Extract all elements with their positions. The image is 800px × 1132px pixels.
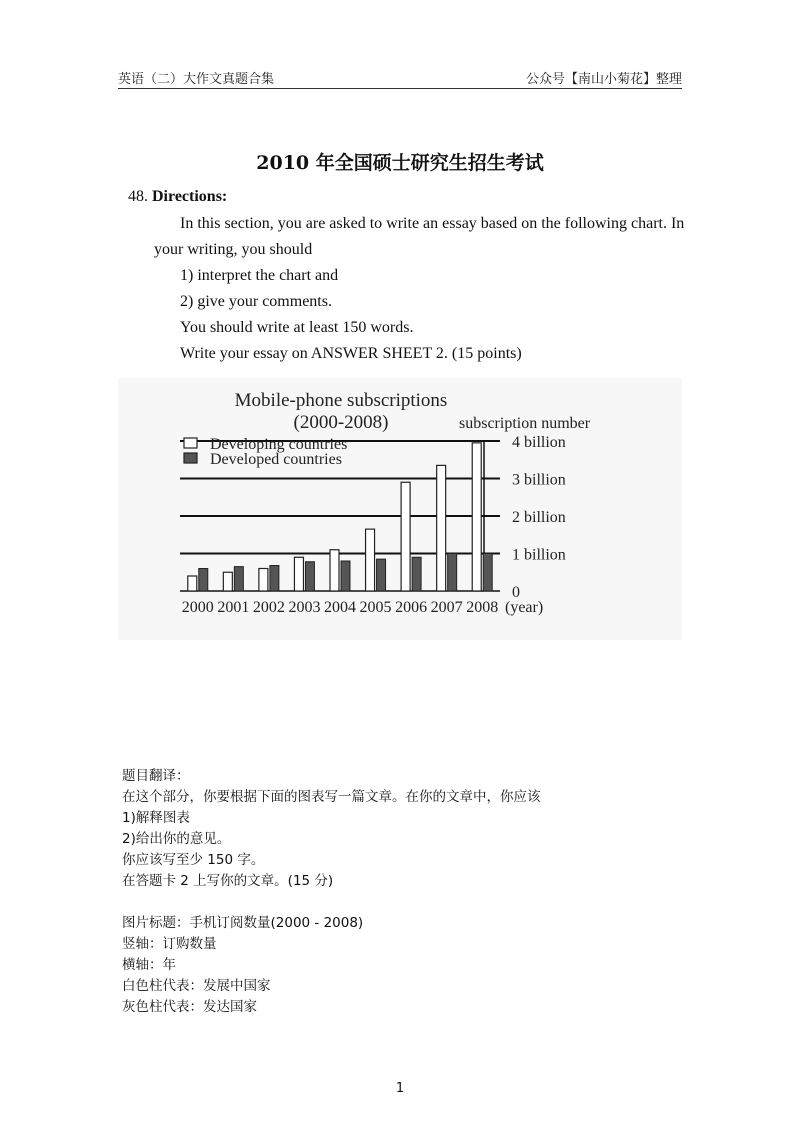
bar-developing bbox=[437, 465, 446, 591]
legend-swatch bbox=[184, 453, 197, 463]
translation-line: 图片标题：手机订阅数量(2000 - 2008) bbox=[122, 915, 364, 931]
translation-line: 你应该写至少 150 字。 bbox=[122, 852, 265, 868]
y-tick-label: 0 bbox=[512, 584, 520, 601]
bar-developed bbox=[448, 554, 457, 592]
chart-subtitle: (2000-2008) bbox=[293, 412, 389, 433]
bar-developing bbox=[294, 557, 303, 591]
x-axis-label: (year) bbox=[505, 599, 544, 616]
x-tick-label: 2000 bbox=[181, 599, 214, 616]
chart-title: Mobile-phone subscriptions bbox=[234, 390, 448, 411]
y-axis-label: subscription number bbox=[459, 415, 591, 432]
y-tick-label: 2 billion bbox=[512, 509, 566, 526]
legend-label: Developed countries bbox=[210, 451, 342, 468]
directions-line: In this section, you are asked to write an essay based on the following chart. In bbox=[180, 215, 685, 232]
bar-developed bbox=[270, 566, 279, 592]
bar-developing bbox=[188, 576, 197, 591]
y-tick-label: 1 billion bbox=[512, 546, 566, 564]
translation-line: 题目翻译： bbox=[122, 768, 190, 784]
x-tick-label: 2005 bbox=[359, 599, 392, 616]
x-tick-label: 2006 bbox=[395, 599, 428, 616]
header-right-text: 公众号【南山小菊花】整理 bbox=[525, 72, 682, 87]
x-tick-label: 2002 bbox=[252, 599, 285, 616]
page-number: 1 bbox=[395, 1081, 405, 1096]
translation-section bbox=[122, 766, 682, 1018]
translation-line: 白色柱代表：发展中国家 bbox=[122, 978, 271, 994]
x-tick-label: 2001 bbox=[217, 599, 250, 616]
exam-title: 2010 年全国硕士研究生招生考试 bbox=[256, 152, 544, 174]
bar-developed bbox=[234, 567, 243, 591]
x-tick-label: 2003 bbox=[288, 599, 321, 616]
legend-label: Developing countries bbox=[210, 436, 348, 453]
bar-developed bbox=[341, 561, 350, 591]
bar-developing bbox=[259, 569, 268, 592]
directions-line: Write your essay on ANSWER SHEET 2. (15 points) bbox=[180, 345, 522, 362]
translation-line: 在答题卡 2 上写你的文章。(15 分) bbox=[122, 873, 334, 889]
translation-line: 2)给出你的意见。 bbox=[122, 831, 231, 847]
translation-line: 灰色柱代表：发达国家 bbox=[122, 999, 257, 1015]
question-heading bbox=[128, 188, 227, 206]
bar-developing bbox=[330, 550, 339, 591]
bar-developed bbox=[199, 569, 208, 592]
question-number: 48. bbox=[128, 188, 148, 205]
y-tick-label: 3 billion bbox=[512, 471, 566, 489]
legend-swatch bbox=[184, 438, 197, 448]
chart-svg bbox=[118, 378, 682, 640]
x-tick-label: 2008 bbox=[466, 599, 499, 616]
directions-label: Directions: bbox=[152, 188, 228, 205]
bar-developed bbox=[377, 559, 386, 591]
translation-spacer bbox=[122, 892, 682, 913]
x-tick-label: 2004 bbox=[324, 599, 356, 616]
directions-line: You should write at least 150 words. bbox=[180, 319, 414, 336]
bar-developing bbox=[472, 443, 481, 591]
bar-developing bbox=[223, 572, 232, 591]
bar-developed bbox=[305, 562, 314, 591]
translation-line: 在这个部分，你要根据下面的图表写一篇文章。在你的文章中，你应该 bbox=[122, 789, 541, 805]
header-left-text: 英语（二）大作文真题合集 bbox=[118, 72, 275, 87]
translation-line: 横轴：年 bbox=[122, 957, 176, 973]
page-header bbox=[118, 66, 682, 89]
directions-line: 1) interpret the chart and bbox=[180, 267, 339, 284]
translation-line: 1)解释图表 bbox=[122, 810, 190, 826]
y-tick-label: 4 billion bbox=[512, 434, 566, 451]
bar-developed bbox=[412, 557, 421, 591]
subscription-chart bbox=[118, 378, 682, 640]
bar-developing bbox=[401, 482, 410, 591]
directions-line: your writing, you should bbox=[154, 241, 313, 258]
x-tick-label: 2007 bbox=[430, 599, 463, 616]
directions-line: 2) give your comments. bbox=[180, 293, 332, 310]
bar-developed bbox=[483, 554, 492, 592]
translation-line: 竖轴：订购数量 bbox=[122, 936, 217, 952]
bar-developing bbox=[366, 529, 375, 591]
